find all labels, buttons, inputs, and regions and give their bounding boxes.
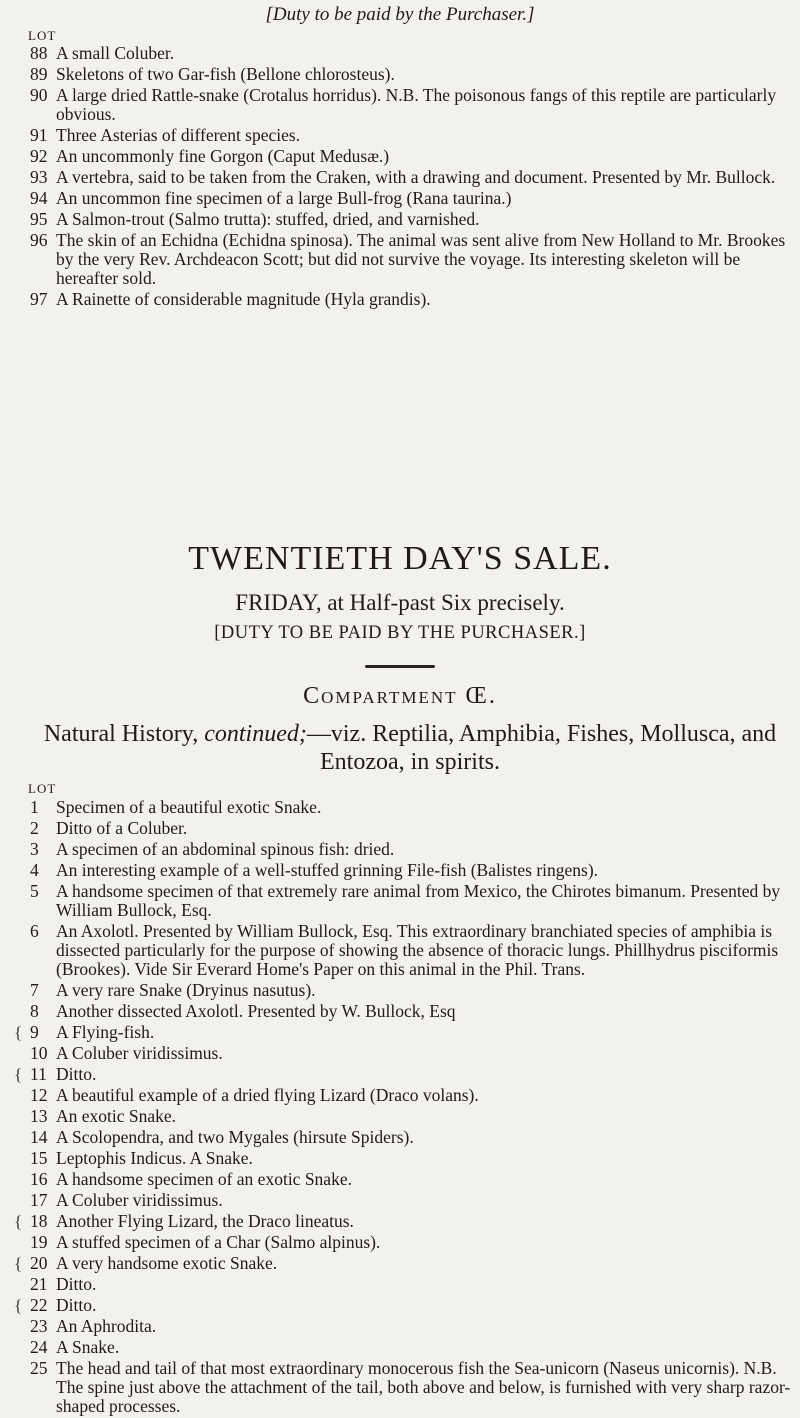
lot-description: A large dried Rattle-snake (Crotalus horridus). N.B. The poisonous fangs of this reptile are particularly obvious.	[56, 85, 777, 124]
lot-number: 19	[30, 1232, 48, 1252]
lot-number: 21	[30, 1274, 48, 1294]
lot-column-label-2: LOT	[28, 781, 57, 796]
running-head: [Duty to be paid by the Purchaser.]	[265, 4, 535, 25]
lot-description: A Scolopendra, and two Mygales (hirsute Spiders).	[56, 1127, 414, 1147]
lot-number: 96	[30, 230, 48, 250]
lot-number: 97	[30, 289, 48, 309]
lot-description: A Coluber viridissimus.	[56, 1190, 223, 1210]
lot-description: A vertebra, said to be taken from the Craken, with a drawing and document. Presented by Mr. Bullock.	[56, 167, 776, 187]
lot-number: 10	[30, 1043, 48, 1063]
lot-number: 2	[30, 818, 39, 838]
lot-number: 13	[30, 1106, 48, 1126]
section-description	[30, 720, 790, 776]
lot-number: 91	[30, 125, 48, 145]
lot-entry	[14, 1295, 792, 1315]
lot-entry	[30, 290, 792, 309]
section-continued: continued;	[204, 721, 307, 747]
lot-description: A Rainette of considerable magnitude (Hyla grandis).	[56, 289, 431, 309]
lot-description: A very handsome exotic Snake.	[56, 1253, 278, 1273]
lot-entry	[30, 922, 792, 979]
lot-entry	[30, 840, 792, 859]
lot-entry	[14, 1022, 792, 1042]
lot-description: An uncommon fine specimen of a large Bull-frog (Rana taurina.)	[56, 188, 512, 208]
lot-description: A small Coluber.	[56, 43, 175, 63]
lot-description: Another dissected Axolotl. Presented by W. Bullock, Esq	[56, 1001, 456, 1021]
lot-number: 22	[30, 1295, 48, 1315]
lot-description: Another Flying Lizard, the Draco lineatus.	[56, 1211, 354, 1231]
lot-entry	[30, 1107, 792, 1126]
lot-brace: {	[14, 1296, 23, 1315]
lot-number: 17	[30, 1190, 48, 1210]
lot-description: Specimen of a beautiful exotic Snake.	[56, 797, 322, 817]
lot-number: 93	[30, 167, 48, 187]
lot-description: A specimen of an abdominal spinous fish: dried.	[56, 839, 395, 859]
lot-brace: {	[14, 1254, 23, 1273]
lot-number: 25	[30, 1358, 48, 1378]
lot-entry	[30, 1170, 792, 1189]
lot-description: A handsome specimen of that extremely rare animal from Mexico, the Chirotes bimanum. Presented by William Bullock, Esq.	[56, 881, 781, 920]
lot-entry	[30, 65, 792, 84]
lot-number: 4	[30, 860, 39, 880]
ornamental-rule	[365, 665, 435, 668]
lot-entry	[30, 44, 792, 63]
lot-description: Ditto.	[56, 1295, 97, 1315]
lot-entry	[30, 1359, 792, 1416]
lot-description: Three Asterias of different species.	[56, 125, 301, 145]
lot-number: 9	[30, 1022, 39, 1042]
lot-description: An uncommonly fine Gorgon (Caput Medusæ.)	[56, 146, 390, 166]
lot-number: 5	[30, 881, 39, 901]
sale-time: FRIDAY, at Half-past Six precisely.	[235, 590, 565, 615]
section-intro: Natural History,	[43, 721, 199, 747]
lot-description: A Flying-fish.	[56, 1022, 155, 1042]
lot-description: A Snake.	[56, 1337, 120, 1357]
lot-description: The skin of an Echidna (Echidna spinosa). The animal was sent alive from New Holland to Mr. Brookes by the very Rev. Archdeacon Scott; but did not survive the voyage. Its interesting skeleton will be hereafter sold.	[56, 230, 786, 288]
lot-number: 94	[30, 188, 48, 208]
lot-description: An Aphrodita.	[56, 1316, 157, 1336]
lot-number: 92	[30, 146, 48, 166]
lot-entry	[30, 189, 792, 208]
lot-description: A stuffed specimen of a Char (Salmo alpinus).	[56, 1232, 381, 1252]
lot-entry	[30, 126, 792, 145]
lot-description: A very rare Snake (Dryinus nasutus).	[56, 980, 316, 1000]
lot-number: 8	[30, 1001, 39, 1021]
sale-heading: TWENTIETH DAY'S SALE.	[188, 540, 612, 577]
lot-entry	[30, 1002, 792, 1021]
lot-entry	[14, 1211, 792, 1231]
lot-number: 6	[30, 921, 39, 941]
lot-entry	[30, 1317, 792, 1336]
lot-entry	[30, 1191, 792, 1210]
lot-entry	[30, 1149, 792, 1168]
lot-entry	[30, 1275, 792, 1294]
lot-number: 88	[30, 43, 48, 63]
lot-number: 7	[30, 980, 39, 1000]
lot-description: An Axolotl. Presented by William Bullock, Esq. This extraordinary branchiated species of amphibia is dissected particularly for the purpose of showing the absence of thoracic lungs. Phillhydrus pisciformis (Brookes). Vide Sir Everard Home's Paper on this animal in the Phil. Trans.	[56, 921, 779, 979]
lot-number: 23	[30, 1316, 48, 1336]
lot-number: 24	[30, 1337, 48, 1357]
lot-entry	[30, 210, 792, 229]
lot-entry	[30, 1086, 792, 1105]
lot-entry	[30, 981, 792, 1000]
lot-entry	[30, 1128, 792, 1147]
lot-number: 89	[30, 64, 48, 84]
lot-number: 20	[30, 1253, 48, 1273]
lot-number: 95	[30, 209, 48, 229]
lot-entry	[30, 231, 792, 288]
lot-number: 15	[30, 1148, 48, 1168]
lot-description: Leptophis Indicus. A Snake.	[56, 1148, 253, 1168]
lot-entry	[30, 86, 792, 124]
lot-entry	[14, 1064, 792, 1084]
lot-brace: {	[14, 1212, 23, 1231]
lot-number: 1	[30, 797, 39, 817]
lot-description: A Coluber viridissimus.	[56, 1043, 223, 1063]
lot-description: A beautiful example of a dried flying Lizard (Draco volans).	[56, 1085, 479, 1105]
lot-number: 90	[30, 85, 48, 105]
lot-number: 12	[30, 1085, 48, 1105]
lot-brace: {	[14, 1023, 23, 1042]
lot-entry	[30, 798, 792, 817]
lot-description: An exotic Snake.	[56, 1106, 177, 1126]
lot-entry	[30, 147, 792, 166]
lot-description: Skeletons of two Gar-fish (Bellone chlorosteus).	[56, 64, 395, 84]
lot-number: 18	[30, 1211, 48, 1231]
lot-entry	[30, 882, 792, 920]
lot-number: 3	[30, 839, 39, 859]
lot-description: Ditto.	[56, 1274, 97, 1294]
lot-list-bottom	[14, 797, 792, 1418]
section-detail: —viz. Reptilia, Amphibia, Fishes, Mollusca, and Entozoa, in spirits.	[306, 721, 777, 775]
lot-description: An interesting example of a well-stuffed grinning File-fish (Balistes ringens).	[56, 860, 599, 880]
lot-entry	[30, 1338, 792, 1357]
lot-number: 16	[30, 1169, 48, 1189]
lot-description: A handsome specimen of an exotic Snake.	[56, 1169, 352, 1189]
lot-description: The head and tail of that most extraordinary monocerous fish the Sea-unicorn (Naseus unicornis). N.B. The spine just above the attachment of the tail, both above and below, is furnished with very sharp razor-shaped processes.	[56, 1358, 791, 1416]
lot-number: 11	[30, 1064, 47, 1084]
lot-entry	[14, 1253, 792, 1273]
lot-entry	[30, 168, 792, 187]
lot-entry	[30, 1233, 792, 1252]
lot-entry	[30, 819, 792, 838]
duty-line: [DUTY TO BE PAID BY THE PURCHASER.]	[214, 623, 586, 643]
lot-number: 14	[30, 1127, 48, 1147]
lot-description: A Salmon-trout (Salmo trutta): stuffed, dried, and varnished.	[56, 209, 480, 229]
lot-list-top	[30, 44, 792, 311]
lot-description: Ditto of a Coluber.	[56, 818, 188, 838]
lot-description: Ditto.	[56, 1064, 97, 1084]
compartment-heading: Compartment Œ.	[303, 683, 497, 709]
lot-brace: {	[14, 1065, 23, 1084]
lot-entry	[30, 861, 792, 880]
lot-column-label: LOT	[28, 28, 57, 43]
lot-entry	[30, 1044, 792, 1063]
